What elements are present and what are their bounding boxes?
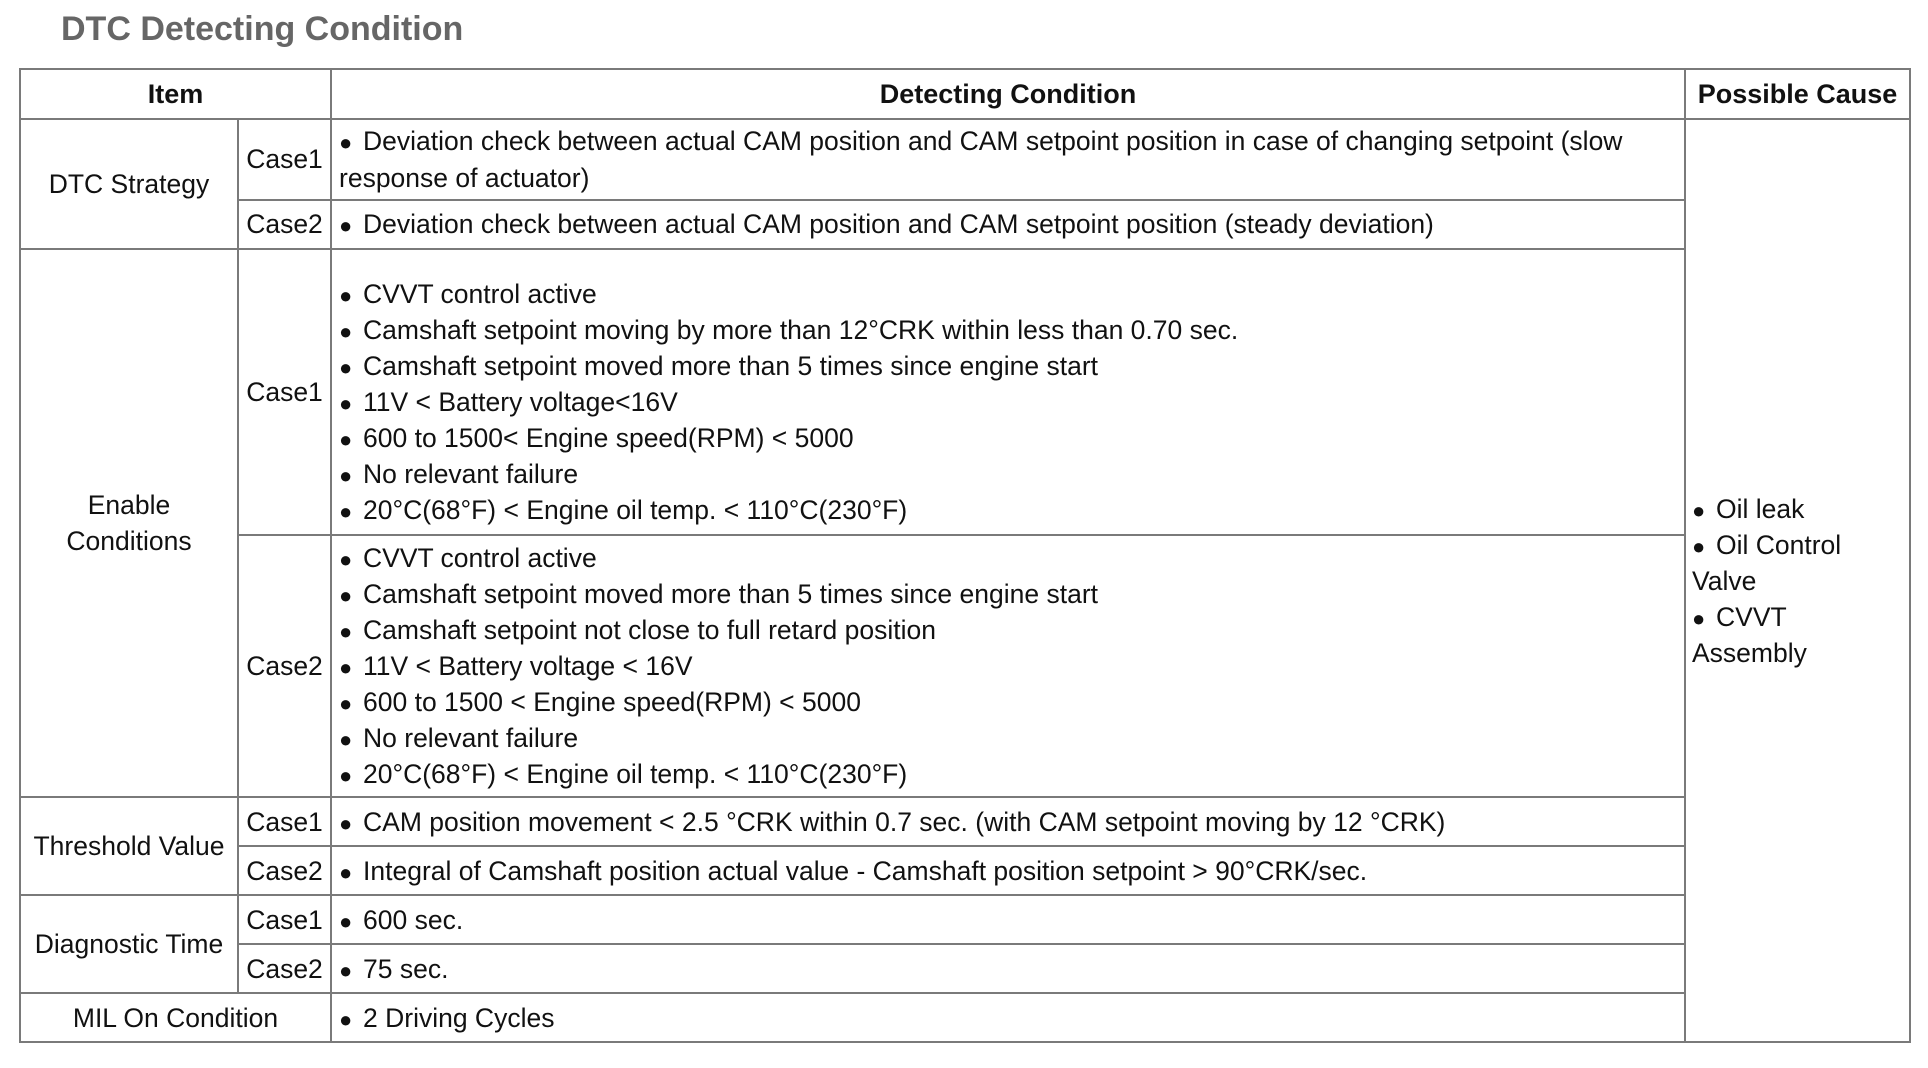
- bullet-icon: ●: [1692, 533, 1706, 559]
- condition-cell: [331, 200, 1685, 249]
- condition-cell: [331, 944, 1685, 993]
- condition-line: [339, 456, 1677, 492]
- condition-line: [339, 206, 1677, 242]
- condition-text: Deviation check between actual CAM position and CAM setpoint position in case of changing setpoint (slow response of actuator): [339, 126, 1623, 193]
- case-label: Case1: [238, 895, 331, 944]
- table-row: [20, 944, 1910, 993]
- condition-text: 20°C(68°F) < Engine oil temp. < 110°C(230°F): [363, 759, 908, 790]
- table-row: [20, 895, 1910, 944]
- condition-line: [339, 648, 1677, 684]
- bullet-icon: ●: [339, 859, 353, 885]
- condition-line: [339, 420, 1677, 456]
- condition-text: 11V < Battery voltage < 16V: [363, 651, 693, 682]
- condition-text: No relevant failure: [363, 723, 579, 754]
- condition-cell: [331, 895, 1685, 944]
- bullet-icon: ●: [339, 130, 353, 156]
- bullet-icon: ●: [339, 283, 353, 308]
- bullet-icon: ●: [339, 355, 353, 381]
- bullet-icon: ●: [339, 213, 353, 239]
- bullet-icon: ●: [339, 727, 353, 753]
- cause-valve: Valve: [1692, 565, 1757, 596]
- condition-text: 75 sec.: [363, 953, 449, 984]
- condition-line: [339, 756, 1677, 792]
- header-possible-cause: Possible Cause: [1685, 69, 1910, 119]
- bullet-icon: ●: [1692, 605, 1706, 631]
- bullet-icon: ●: [339, 763, 353, 789]
- condition-cell: [331, 797, 1685, 846]
- cause-assembly: Assembly: [1692, 637, 1807, 668]
- condition-text: CVVT control active: [363, 279, 597, 309]
- possible-cause-cell: [1685, 119, 1910, 1042]
- item-mil-on-condition: MIL On Condition: [20, 993, 331, 1042]
- condition-line: [339, 348, 1677, 384]
- bullet-icon: ●: [339, 547, 353, 573]
- bullet-icon: ●: [339, 655, 353, 681]
- condition-text: Deviation check between actual CAM position and CAM setpoint position (steady deviation): [363, 209, 1434, 240]
- condition-text: 600 sec.: [363, 904, 464, 935]
- cause-cvvt: CVVT: [1716, 601, 1787, 632]
- bullet-icon: ●: [1692, 497, 1706, 523]
- table-row: [20, 846, 1910, 895]
- bullet-icon: ●: [339, 583, 353, 609]
- bullet-icon: ●: [339, 619, 353, 645]
- condition-line: [339, 1000, 1677, 1036]
- item-threshold-value: Threshold Value: [20, 797, 238, 895]
- condition-line: [339, 902, 1677, 938]
- condition-text: Camshaft setpoint moved more than 5 times since engine start: [363, 579, 1098, 610]
- bullet-icon: ●: [339, 319, 353, 345]
- table-header-row: [20, 69, 1910, 119]
- case-label: Case2: [238, 535, 331, 797]
- condition-text: Camshaft setpoint moved more than 5 times since engine start: [363, 351, 1098, 382]
- condition-line: [339, 612, 1677, 648]
- table-row: [20, 249, 1910, 535]
- condition-cell: [331, 993, 1685, 1042]
- case-label: Case2: [238, 944, 331, 993]
- condition-line: [339, 684, 1677, 720]
- condition-text: Camshaft setpoint not close to full retard position: [363, 615, 936, 646]
- condition-line: [339, 853, 1677, 889]
- condition-text: Integral of Camshaft position actual value - Camshaft position setpoint > 90°CRK/sec.: [363, 855, 1368, 886]
- bullet-icon: ●: [339, 499, 353, 525]
- condition-line: [339, 123, 1677, 195]
- table-row: [20, 797, 1910, 846]
- case-label: Case1: [238, 249, 331, 535]
- condition-line: [339, 720, 1677, 756]
- condition-cell: [331, 249, 1685, 535]
- condition-text: 20°C(68°F) < Engine oil temp. < 110°C(230°F): [363, 495, 908, 526]
- condition-text: No relevant failure: [363, 459, 579, 490]
- table-row: [20, 200, 1910, 249]
- condition-line: [339, 276, 1677, 312]
- condition-text: Camshaft setpoint moving by more than 12°CRK within less than 0.70 sec.: [363, 315, 1239, 346]
- condition-line: [339, 384, 1677, 420]
- condition-cell: [331, 535, 1685, 797]
- bullet-icon: ●: [339, 810, 353, 836]
- table-row: [20, 119, 1910, 200]
- cause-line: [1692, 491, 1902, 527]
- item-dtc-strategy: DTC Strategy: [20, 119, 238, 249]
- condition-text: CAM position movement < 2.5 °CRK within 0.7 sec. (with CAM setpoint moving by 12 °CRK): [363, 806, 1446, 837]
- case-label: Case2: [238, 200, 331, 249]
- condition-text: 11V < Battery voltage<16V: [363, 387, 678, 418]
- condition-text: 600 to 1500< Engine speed(RPM) < 5000: [363, 423, 854, 454]
- bullet-icon: ●: [339, 463, 353, 489]
- bullet-icon: ●: [339, 691, 353, 717]
- condition-line: [339, 951, 1677, 987]
- bullet-icon: ●: [339, 957, 353, 983]
- condition-line: [339, 492, 1677, 528]
- cause-oil-control: Oil Control: [1716, 529, 1842, 560]
- table-row: [20, 535, 1910, 797]
- header-detecting-condition: Detecting Condition: [331, 69, 1685, 119]
- case-label: Case1: [238, 797, 331, 846]
- condition-text: 600 to 1500 < Engine speed(RPM) < 5000: [363, 687, 861, 718]
- cause-line: [1692, 599, 1902, 635]
- cause-oil-leak: Oil leak: [1716, 493, 1805, 524]
- condition-line: [339, 576, 1677, 612]
- condition-cell: [331, 846, 1685, 895]
- bullet-icon: ●: [339, 427, 353, 453]
- condition-text: CVVT control active: [363, 543, 597, 574]
- case-label: Case1: [238, 119, 331, 200]
- condition-cell: [331, 119, 1685, 200]
- condition-line: [339, 312, 1677, 348]
- item-diagnostic-time: Diagnostic Time: [20, 895, 238, 993]
- header-item: Item: [20, 69, 331, 119]
- bullet-icon: ●: [339, 1006, 353, 1032]
- case-label: Case2: [238, 846, 331, 895]
- condition-line: [339, 540, 1677, 576]
- bullet-icon: ●: [339, 908, 353, 934]
- dtc-condition-table: [19, 68, 1911, 1043]
- condition-text: 2 Driving Cycles: [363, 1002, 555, 1033]
- page-title: DTC Detecting Condition: [61, 10, 464, 48]
- item-enable-conditions: Enable Conditions: [20, 249, 238, 797]
- bullet-icon: ●: [339, 391, 353, 417]
- condition-line: [339, 804, 1677, 840]
- table-row: [20, 993, 1910, 1042]
- cause-line: [1692, 527, 1902, 563]
